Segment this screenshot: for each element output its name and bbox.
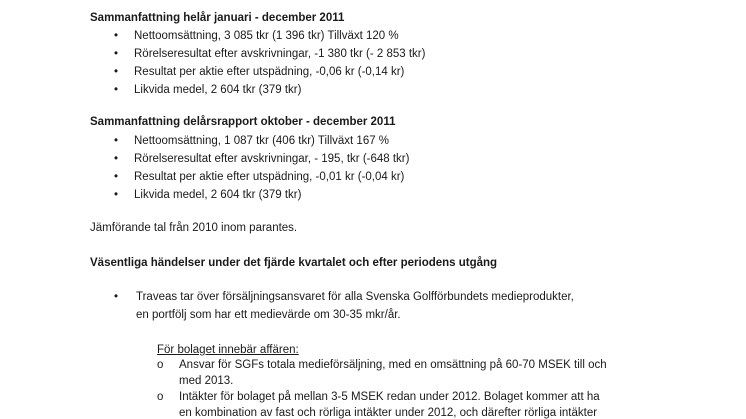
circle-bullet-icon: o	[157, 391, 164, 403]
section3-bullet: • Traveas tar över försäljningsansvaret för alla Svenska Golfförbundets medieprodukter,	[114, 291, 574, 303]
bullet-icon: •	[114, 153, 119, 165]
section3-bullet-continuation: en portfölj som har ett medievärde om 30-35 mkr/år.	[136, 309, 401, 321]
section1-item: • Likvida medel, 2 604 tkr (379 tkr)	[114, 84, 302, 96]
bullet-icon: •	[114, 291, 119, 303]
section2-item: • Rörelseresultat efter avskrivningar, - 195, tkr (-648 tkr)	[114, 153, 410, 165]
section1-item: • Rörelseresultat efter avskrivningar, -1 380 tkr (- 2 853 tkr)	[114, 48, 426, 60]
bullet-icon: •	[114, 30, 119, 42]
section2-item: • Likvida medel, 2 604 tkr (379 tkr)	[114, 189, 302, 201]
bullet-icon: •	[114, 135, 119, 147]
bullet-icon: •	[114, 48, 119, 60]
section2-item: • Resultat per aktie efter utspädning, -0,01 kr (-0,04 kr)	[114, 171, 405, 183]
section3-heading: Väsentliga händelser under det fjärde kvartalet och efter periodens utgång	[90, 257, 498, 269]
comparison-note: Jämförande tal från 2010 inom parantes.	[90, 222, 298, 234]
sub-item: o Intäkter för bolaget på mellan 3-5 MSEK redan under 2012. Bolaget kommer att ha	[157, 391, 600, 403]
bullet-icon: •	[114, 171, 119, 183]
bullet-icon: •	[114, 189, 119, 201]
section3-subheading: För bolaget innebär affären:	[157, 344, 299, 356]
section2-item: • Nettoomsättning, 1 087 tkr (406 tkr) Tillväxt 167 %	[114, 135, 390, 147]
bullet-icon: •	[114, 66, 119, 78]
section1-item: • Resultat per aktie efter utspädning, -0,06 kr (-0,14 kr)	[114, 66, 405, 78]
section1-item: • Nettoomsättning, 3 085 tkr (1 396 tkr) Tillväxt 120 %	[114, 30, 399, 42]
bullet-icon: •	[114, 84, 119, 96]
circle-bullet-icon: o	[157, 359, 164, 371]
sub-item: o Ansvar för SGFs totala medieförsäljning, med en omsättning på 60-70 MSEK till och	[157, 359, 607, 371]
section2-heading: Sammanfattning delårsrapport oktober - december 2011	[90, 116, 396, 128]
sub-item-continuation: med 2013.	[179, 375, 234, 387]
section1-heading: Sammanfattning helår januari - december 2011	[90, 12, 345, 24]
sub-item-continuation: en kombination av fast och rörliga intäkter under 2012, och därefter rörliga intäkter	[179, 407, 598, 419]
